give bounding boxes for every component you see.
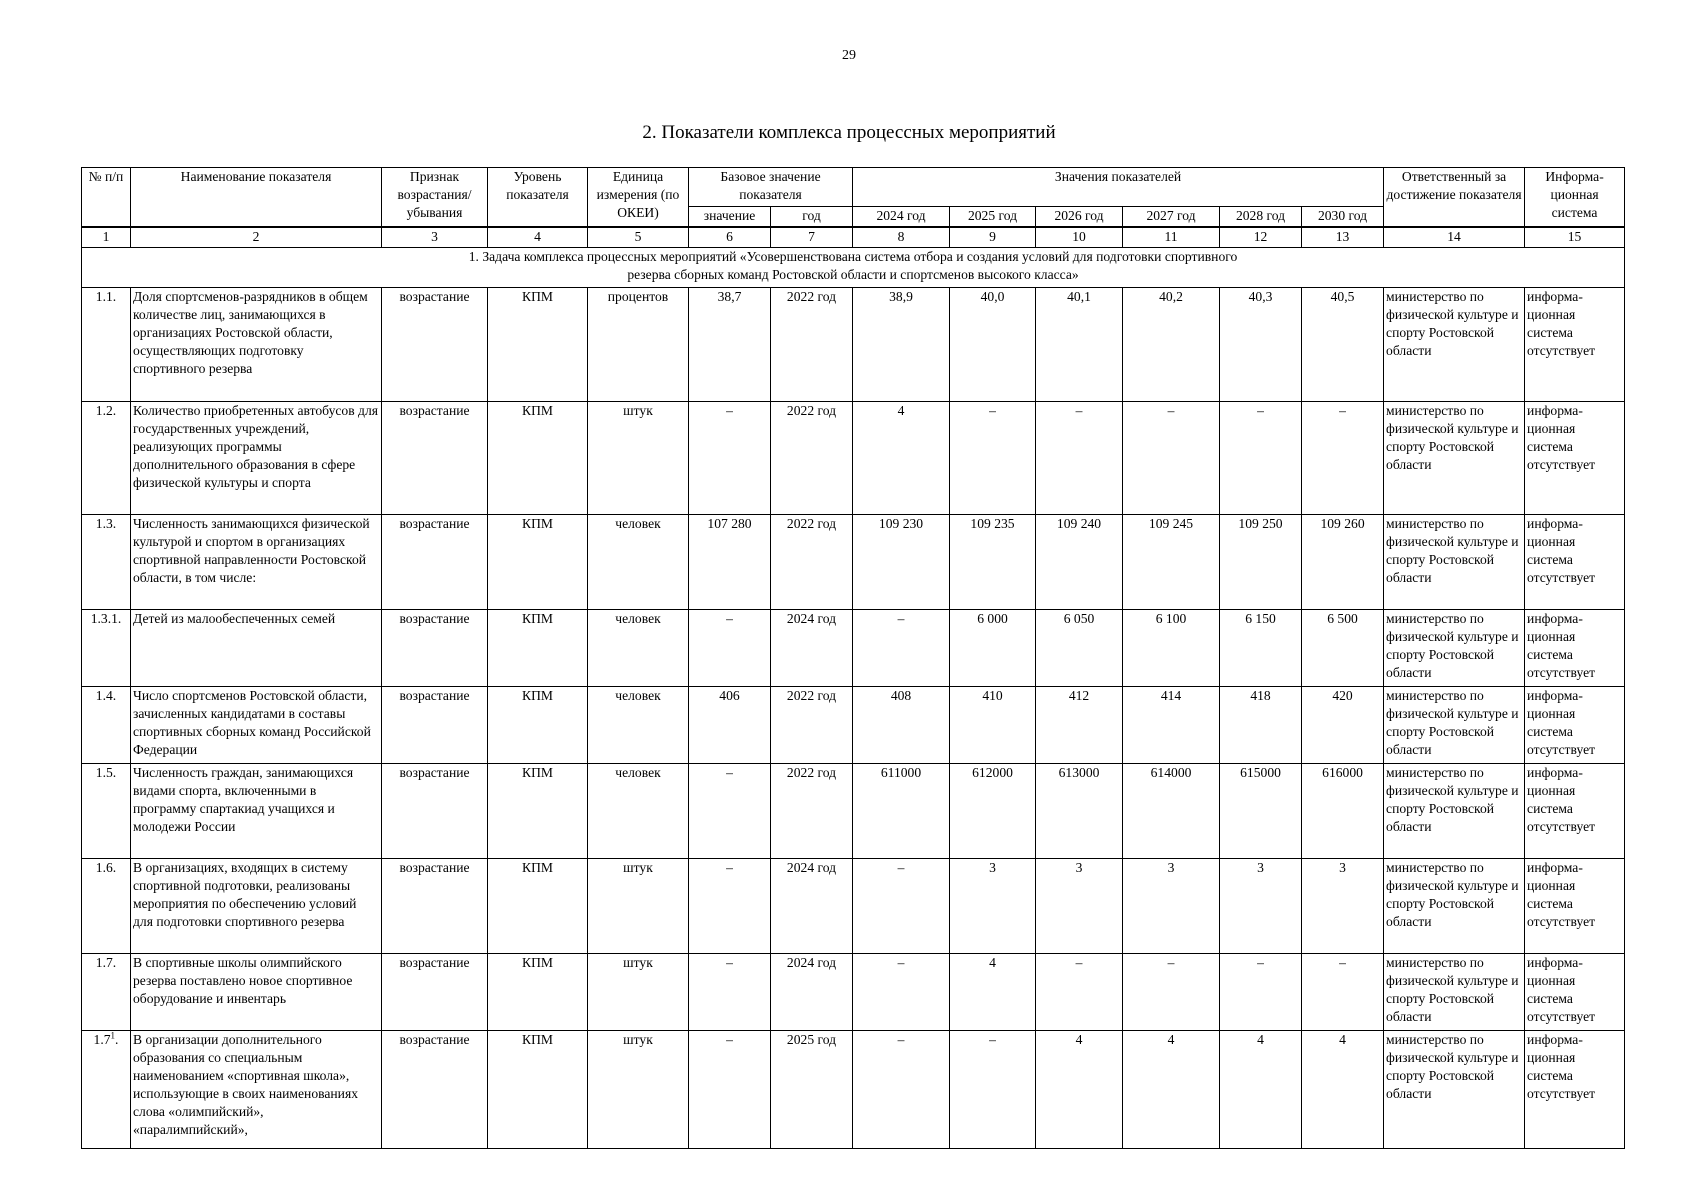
responsible: министерство по физической культуре и спорту Ростовской области [1384,515,1525,610]
year-value: – [1036,402,1123,515]
column-number: 12 [1220,227,1302,248]
table-body [82,227,1625,1149]
unit: штук [588,402,689,515]
row-number [82,515,131,610]
responsible: министерство по физической культуре и спорту Ростовской области [1384,764,1525,859]
year-value: – [1123,402,1220,515]
year-value: 3 [1123,859,1220,954]
year-value: 40,1 [1036,288,1123,402]
row-number [82,1031,131,1149]
base-year: 2024 год [771,954,853,1031]
row-number-suffix: . [115,1032,119,1047]
row-number-text: 1.7 [93,1032,111,1047]
year-value: – [853,610,950,687]
year-value: 40,3 [1220,288,1302,402]
section-row [82,248,1625,288]
year-value: – [1220,954,1302,1031]
row-number-text: 1.3.1. [90,611,122,626]
row-number [82,859,131,954]
row-number-superscript: 1 [110,1030,116,1041]
row-number-text: 1.1. [95,289,117,304]
indicators-table [81,167,1625,1149]
column-number: 1 [82,227,131,248]
year-value: 109 245 [1123,515,1220,610]
row-number [82,764,131,859]
year-value: 109 235 [950,515,1036,610]
info-system: информа-ционная система отсутствует [1525,859,1625,954]
year-value: 6 050 [1036,610,1123,687]
responsible: министерство по физической культуре и спорту Ростовской области [1384,859,1525,954]
responsible: министерство по физической культуре и спорту Ростовской области [1384,1031,1525,1149]
header-name: Наименование показателя [131,168,382,227]
column-number: 2 [131,227,382,248]
header-values: Значения показателей [853,168,1384,207]
header-year-2030: 2030 год [1302,207,1384,227]
year-value: 40,2 [1123,288,1220,402]
base-value: – [689,402,771,515]
responsible: министерство по физической культуре и спорту Ростовской области [1384,954,1525,1031]
year-value: 4 [1036,1031,1123,1149]
header-year-2028: 2028 год [1220,207,1302,227]
column-number: 4 [488,227,588,248]
trend: возрастание [382,515,488,610]
page-title: 2. Показатели комплекса процессных мероприятий [642,122,1056,143]
header-year-2025: 2025 год [950,207,1036,227]
unit: штук [588,859,689,954]
header-trend: Признак возрастания/ убывания [382,168,488,227]
indicator-name: В организации дополнительного образования со специальным наименованием «спортивная школа», использующие в своих наименованиях слова «олимпийский», «паралимпийский», [131,1031,382,1149]
year-value: 3 [1220,859,1302,954]
table-row [82,515,1625,610]
section-title-text: 1. Задача комплекса процессных мероприятий «Усовершенствована система отбора и создания условий для подготовки спортивного резерва сборных команд Ростовской области и спортсменов высокого класса» [468,249,1238,282]
info-system: информа-ционная система отсутствует [1525,954,1625,1031]
level: КПМ [488,764,588,859]
year-value: 6 100 [1123,610,1220,687]
level: КПМ [488,687,588,764]
indicator-name: Количество приобретенных автобусов для государственных учреждений, реализующих программы дополнительного образования в сфере физической культуры и спорта [131,402,382,515]
row-number [82,954,131,1031]
base-year: 2025 год [771,1031,853,1149]
year-value: 4 [950,954,1036,1031]
base-year: 2022 год [771,687,853,764]
table-row [82,402,1625,515]
year-value: – [1302,402,1384,515]
year-value: – [1123,954,1220,1031]
year-value: – [853,1031,950,1149]
year-value: 40,0 [950,288,1036,402]
row-number-text: 1.6. [95,860,117,875]
info-system: информа-ционная система отсутствует [1525,288,1625,402]
column-number: 8 [853,227,950,248]
level: КПМ [488,954,588,1031]
base-value: – [689,954,771,1031]
level: КПМ [488,288,588,402]
unit: штук [588,1031,689,1149]
row-number-text: 1.2. [95,403,117,418]
year-value: 109 230 [853,515,950,610]
base-value: – [689,610,771,687]
header-base: Базовое значение показателя [689,168,853,207]
responsible: министерство по физической культуре и спорту Ростовской области [1384,402,1525,515]
base-value: 406 [689,687,771,764]
base-value: – [689,859,771,954]
table-row [82,610,1625,687]
year-value: 410 [950,687,1036,764]
header-year-2027: 2027 год [1123,207,1220,227]
level: КПМ [488,610,588,687]
indicator-name: В организациях, входящих в систему спортивной подготовки, реализованы мероприятия по обеспечению условий для подготовки спортивного резерва [131,859,382,954]
year-value: 420 [1302,687,1384,764]
column-number: 14 [1384,227,1525,248]
table-row [82,764,1625,859]
year-value: 616000 [1302,764,1384,859]
info-system: информа-ционная система отсутствует [1525,515,1625,610]
year-value: 3 [950,859,1036,954]
year-value: 6 500 [1302,610,1384,687]
base-value: – [689,764,771,859]
year-value: 38,9 [853,288,950,402]
level: КПМ [488,402,588,515]
year-value: 6 000 [950,610,1036,687]
row-number [82,687,131,764]
column-number: 5 [588,227,689,248]
base-year: 2024 год [771,859,853,954]
section-title [82,248,1625,288]
column-number: 11 [1123,227,1220,248]
table-row [82,1031,1625,1149]
year-value: 40,5 [1302,288,1384,402]
trend: возрастание [382,764,488,859]
trend: возрастание [382,402,488,515]
base-year: 2024 год [771,610,853,687]
responsible: министерство по физической культуре и спорту Ростовской области [1384,610,1525,687]
row-number-text: 1.5. [95,765,117,780]
year-value: 4 [1302,1031,1384,1149]
level: КПМ [488,515,588,610]
row-number-text: 1.7. [95,955,117,970]
header-responsible: Ответственный за достижение показателя [1384,168,1525,227]
year-value: 109 240 [1036,515,1123,610]
info-system: информа-ционная система отсутствует [1525,687,1625,764]
column-number: 9 [950,227,1036,248]
trend: возрастание [382,859,488,954]
level: КПМ [488,1031,588,1149]
year-value: – [1036,954,1123,1031]
header-level: Уровень показателя [488,168,588,227]
year-value: – [950,1031,1036,1149]
row-number [82,288,131,402]
column-numbers-row [82,227,1625,248]
info-system: информа-ционная система отсутствует [1525,764,1625,859]
year-value: 611000 [853,764,950,859]
info-system: информа-ционная система отсутствует [1525,610,1625,687]
page-number: 29 [842,48,856,63]
year-value: 615000 [1220,764,1302,859]
year-value: 412 [1036,687,1123,764]
year-value: 6 150 [1220,610,1302,687]
year-value: 612000 [950,764,1036,859]
row-number-text: 1.4. [95,688,117,703]
header-base-value: значение [689,207,771,227]
year-value: 418 [1220,687,1302,764]
table-row [82,859,1625,954]
indicator-name: Детей из малообеспеченных семей [131,610,382,687]
indicator-name: Доля спортсменов-разрядников в общем количестве лиц, занимающихся в организациях Ростовской области, осуществляющих подготовку спортивного резерва [131,288,382,402]
indicator-name: Численность граждан, занимающихся видами спорта, включенными в программу спартакиад учащихся и молодежи России [131,764,382,859]
table-row [82,954,1625,1031]
year-value: – [1302,954,1384,1031]
trend: возрастание [382,687,488,764]
info-system: информа-ционная система отсутствует [1525,402,1625,515]
base-year: 2022 год [771,515,853,610]
trend: возрастание [382,1031,488,1149]
indicator-name: В спортивные школы олимпийского резерва поставлено новое спортивное оборудование и инвентарь [131,954,382,1031]
row-number [82,610,131,687]
year-value: 4 [1220,1031,1302,1149]
table-row [82,288,1625,402]
header-num: № п/п [82,168,131,227]
column-number: 15 [1525,227,1625,248]
unit: человек [588,610,689,687]
year-value: 414 [1123,687,1220,764]
unit: человек [588,764,689,859]
year-value: 109 250 [1220,515,1302,610]
trend: возрастание [382,610,488,687]
base-value: 107 280 [689,515,771,610]
column-number: 3 [382,227,488,248]
base-year: 2022 год [771,288,853,402]
column-number: 10 [1036,227,1123,248]
year-value: 4 [1123,1031,1220,1149]
column-number: 7 [771,227,853,248]
unit: процентов [588,288,689,402]
year-value: – [853,954,950,1031]
row-number-text: 1.3. [95,516,117,531]
info-system: информа-ционная система отсутствует [1525,1031,1625,1149]
column-number: 13 [1302,227,1384,248]
year-value: – [1220,402,1302,515]
header-info-system: Информа-ционная система [1525,168,1625,227]
row-number [82,402,131,515]
trend: возрастание [382,288,488,402]
column-number: 6 [689,227,771,248]
header-unit: Единица измерения (по ОКЕИ) [588,168,689,227]
indicator-name: Число спортсменов Ростовской области, зачисленных кандидатами в составы спортивных сборных команд Российской Федерации [131,687,382,764]
header-year-2026: 2026 год [1036,207,1123,227]
unit: штук [588,954,689,1031]
year-value: 3 [1036,859,1123,954]
level: КПМ [488,859,588,954]
header-year-2024: 2024 год [853,207,950,227]
trend: возрастание [382,954,488,1031]
unit: человек [588,515,689,610]
year-value: 3 [1302,859,1384,954]
year-value: 614000 [1123,764,1220,859]
header-base-year: год [771,207,853,227]
year-value: – [853,859,950,954]
year-value: 109 260 [1302,515,1384,610]
base-value: 38,7 [689,288,771,402]
year-value: 4 [853,402,950,515]
year-value: 613000 [1036,764,1123,859]
responsible: министерство по физической культуре и спорту Ростовской области [1384,288,1525,402]
indicator-name: Численность занимающихся физической культурой и спортом в организациях спортивной направленности Ростовской области, в том числе: [131,515,382,610]
base-value: – [689,1031,771,1149]
year-value: 408 [853,687,950,764]
table-row [82,687,1625,764]
responsible: министерство по физической культуре и спорту Ростовской области [1384,687,1525,764]
base-year: 2022 год [771,764,853,859]
unit: человек [588,687,689,764]
base-year: 2022 год [771,402,853,515]
year-value: – [950,402,1036,515]
